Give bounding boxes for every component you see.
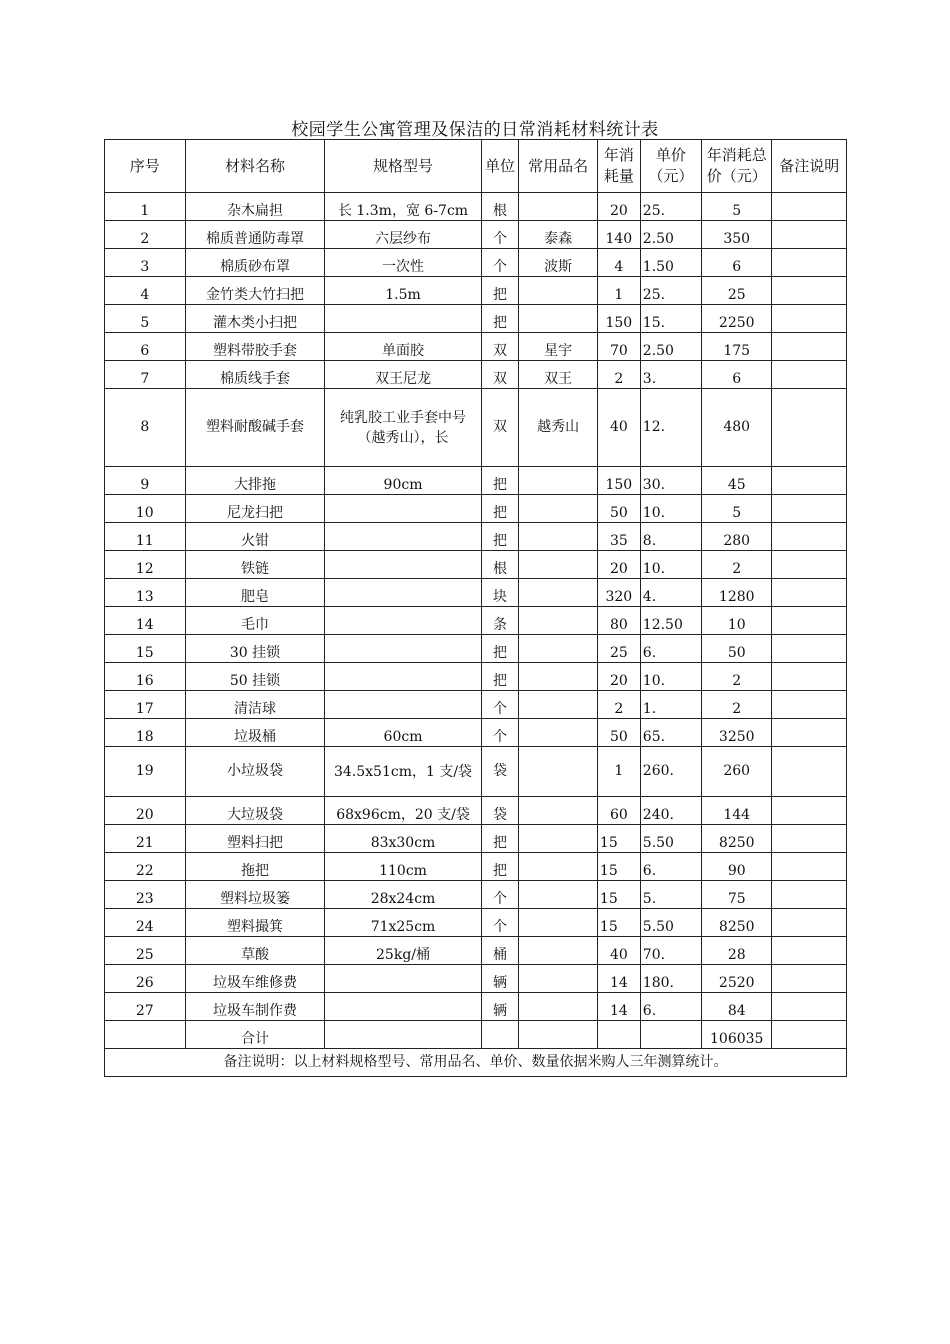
cell-seq: 9 — [105, 467, 186, 495]
cell-unit: 个 — [481, 881, 519, 909]
table-row — [105, 691, 847, 719]
cell-note — [772, 881, 847, 909]
total-value: 106035 — [702, 1021, 772, 1049]
cell-qty: 15 — [597, 881, 640, 909]
cell-spec — [325, 495, 481, 523]
cell-qty: 140 — [597, 221, 640, 249]
cell-total: 3250 — [702, 719, 772, 747]
cell-brand: 星宇 — [519, 333, 598, 361]
cell-price: 12.50 — [640, 607, 701, 635]
cell-note — [772, 221, 847, 249]
table-row — [105, 551, 847, 579]
cell-spec: 83x30cm — [325, 825, 481, 853]
cell-name: 棉质普通防毒罩 — [185, 221, 325, 249]
cell-seq: 14 — [105, 607, 186, 635]
cell-price: 3. — [640, 361, 701, 389]
table-row — [105, 719, 847, 747]
cell-unit: 把 — [481, 523, 519, 551]
cell-note — [772, 305, 847, 333]
total-empty-cell — [597, 1021, 640, 1049]
cell-name: 塑料扫把 — [185, 825, 325, 853]
cell-note — [772, 663, 847, 691]
cell-qty: 25 — [597, 635, 640, 663]
cell-total: 1280 — [702, 579, 772, 607]
cell-spec: 双王尼龙 — [325, 361, 481, 389]
cell-total: 75 — [702, 881, 772, 909]
total-empty-cell — [519, 1021, 598, 1049]
cell-name: 金竹类大竹扫把 — [185, 277, 325, 305]
cell-price: 30. — [640, 467, 701, 495]
cell-total: 260 — [702, 747, 772, 797]
cell-note — [772, 249, 847, 277]
cell-qty: 50 — [597, 495, 640, 523]
cell-seq: 20 — [105, 797, 186, 825]
cell-spec: 60cm — [325, 719, 481, 747]
cell-brand — [519, 193, 598, 221]
footnote-row — [105, 1049, 847, 1077]
cell-note — [772, 825, 847, 853]
cell-brand: 越秀山 — [519, 389, 598, 467]
cell-seq: 21 — [105, 825, 186, 853]
cell-brand — [519, 277, 598, 305]
cell-total: 280 — [702, 523, 772, 551]
cell-unit: 双 — [481, 361, 519, 389]
cell-spec — [325, 635, 481, 663]
cell-seq: 8 — [105, 389, 186, 467]
cell-seq: 27 — [105, 993, 186, 1021]
cell-name: 垃圾车制作费 — [185, 993, 325, 1021]
cell-qty: 40 — [597, 937, 640, 965]
cell-unit: 把 — [481, 495, 519, 523]
cell-note — [772, 551, 847, 579]
cell-qty: 20 — [597, 663, 640, 691]
cell-seq: 4 — [105, 277, 186, 305]
cell-brand — [519, 607, 598, 635]
cell-spec — [325, 691, 481, 719]
cell-price: 2.50 — [640, 333, 701, 361]
cell-name: 火钳 — [185, 523, 325, 551]
cell-price: 1.50 — [640, 249, 701, 277]
cell-note — [772, 607, 847, 635]
table-row — [105, 853, 847, 881]
table-row — [105, 249, 847, 277]
cell-note — [772, 467, 847, 495]
cell-name: 草酸 — [185, 937, 325, 965]
cell-seq: 3 — [105, 249, 186, 277]
cell-spec: 单面胶 — [325, 333, 481, 361]
cell-brand — [519, 579, 598, 607]
cell-brand: 泰森 — [519, 221, 598, 249]
table-row — [105, 747, 847, 797]
cell-spec — [325, 551, 481, 579]
table-row — [105, 579, 847, 607]
cell-note — [772, 719, 847, 747]
cell-qty: 1 — [597, 277, 640, 305]
cell-total: 175 — [702, 333, 772, 361]
table-row — [105, 333, 847, 361]
cell-brand — [519, 797, 598, 825]
cell-qty: 1 — [597, 747, 640, 797]
cell-unit: 把 — [481, 853, 519, 881]
cell-spec: 90cm — [325, 467, 481, 495]
cell-price: 6. — [640, 853, 701, 881]
cell-name: 清洁球 — [185, 691, 325, 719]
total-empty-cell — [481, 1021, 519, 1049]
cell-seq: 24 — [105, 909, 186, 937]
cell-qty: 20 — [597, 193, 640, 221]
cell-unit: 根 — [481, 193, 519, 221]
cell-unit: 个 — [481, 691, 519, 719]
cell-unit: 个 — [481, 909, 519, 937]
cell-seq: 2 — [105, 221, 186, 249]
cell-total: 90 — [702, 853, 772, 881]
cell-brand — [519, 747, 598, 797]
cell-brand — [519, 909, 598, 937]
cell-total: 6 — [702, 249, 772, 277]
total-empty-cell — [325, 1021, 481, 1049]
cell-name: 垃圾车维修费 — [185, 965, 325, 993]
cell-qty: 15 — [597, 853, 640, 881]
cell-spec: 1.5m — [325, 277, 481, 305]
cell-qty: 60 — [597, 797, 640, 825]
cell-total: 2 — [702, 551, 772, 579]
table-row — [105, 221, 847, 249]
cell-seq: 23 — [105, 881, 186, 909]
table-row — [105, 881, 847, 909]
cell-total: 144 — [702, 797, 772, 825]
cell-qty: 35 — [597, 523, 640, 551]
page-title: 校园学生公寓管理及保洁的日常消耗材料统计表 — [291, 120, 659, 140]
cell-seq: 26 — [105, 965, 186, 993]
table-row — [105, 607, 847, 635]
cell-total: 2520 — [702, 965, 772, 993]
cell-seq: 18 — [105, 719, 186, 747]
cell-brand — [519, 881, 598, 909]
cell-total: 28 — [702, 937, 772, 965]
cell-price: 5. — [640, 881, 701, 909]
cell-brand — [519, 523, 598, 551]
cell-qty: 40 — [597, 389, 640, 467]
cell-unit: 辆 — [481, 965, 519, 993]
cell-total: 5 — [702, 495, 772, 523]
cell-spec: 34.5x51cm，1 支/袋 — [325, 747, 481, 797]
cell-qty: 150 — [597, 467, 640, 495]
total-label: 合计 — [185, 1021, 325, 1049]
cell-spec: 六层纱布 — [325, 221, 481, 249]
cell-brand: 双王 — [519, 361, 598, 389]
cell-price: 25. — [640, 193, 701, 221]
cell-name: 50 挂锁 — [185, 663, 325, 691]
table-row — [105, 361, 847, 389]
table-row — [105, 965, 847, 993]
header-price: 单价（元） — [640, 140, 701, 193]
cell-seq: 7 — [105, 361, 186, 389]
cell-spec: 纯乳胶工业手套中号（越秀山），长 — [325, 389, 481, 467]
cell-price: 10. — [640, 663, 701, 691]
cell-seq: 1 — [105, 193, 186, 221]
cell-unit: 把 — [481, 467, 519, 495]
table-row — [105, 909, 847, 937]
cell-unit: 袋 — [481, 747, 519, 797]
cell-spec — [325, 305, 481, 333]
cell-price: 5.50 — [640, 909, 701, 937]
total-row — [105, 1021, 847, 1049]
cell-name: 塑料带胶手套 — [185, 333, 325, 361]
cell-note — [772, 389, 847, 467]
cell-note — [772, 937, 847, 965]
cell-unit: 双 — [481, 389, 519, 467]
cell-spec — [325, 579, 481, 607]
cell-qty: 2 — [597, 361, 640, 389]
cell-price: 10. — [640, 551, 701, 579]
table-row — [105, 523, 847, 551]
header-name: 材料名称 — [185, 140, 325, 193]
cell-name: 30 挂锁 — [185, 635, 325, 663]
cell-unit: 把 — [481, 825, 519, 853]
header-seq: 序号 — [105, 140, 186, 193]
cell-seq: 25 — [105, 937, 186, 965]
cell-note — [772, 333, 847, 361]
cell-note — [772, 909, 847, 937]
cell-brand: 波斯 — [519, 249, 598, 277]
cell-note — [772, 579, 847, 607]
cell-note — [772, 691, 847, 719]
cell-total: 2250 — [702, 305, 772, 333]
cell-brand — [519, 853, 598, 881]
cell-spec — [325, 607, 481, 635]
table-row — [105, 467, 847, 495]
cell-note — [772, 797, 847, 825]
table-row — [105, 277, 847, 305]
cell-note — [772, 635, 847, 663]
table-row — [105, 389, 847, 467]
header-brand: 常用品名 — [519, 140, 598, 193]
cell-price: 2.50 — [640, 221, 701, 249]
cell-spec: 71x25cm — [325, 909, 481, 937]
header-qty: 年消耗量 — [597, 140, 640, 193]
header-total: 年消耗总价（元） — [702, 140, 772, 193]
cell-unit: 根 — [481, 551, 519, 579]
cell-qty: 14 — [597, 965, 640, 993]
cell-total: 350 — [702, 221, 772, 249]
cell-price: 6. — [640, 635, 701, 663]
cell-note — [772, 277, 847, 305]
cell-qty: 14 — [597, 993, 640, 1021]
cell-spec: 28x24cm — [325, 881, 481, 909]
cell-qty: 20 — [597, 551, 640, 579]
cell-qty: 50 — [597, 719, 640, 747]
cell-brand — [519, 551, 598, 579]
cell-seq: 17 — [105, 691, 186, 719]
cell-name: 塑料撮箕 — [185, 909, 325, 937]
cell-note — [772, 853, 847, 881]
cell-name: 肥皂 — [185, 579, 325, 607]
cell-price: 260. — [640, 747, 701, 797]
cell-qty: 70 — [597, 333, 640, 361]
cell-qty: 150 — [597, 305, 640, 333]
cell-price: 6. — [640, 993, 701, 1021]
cell-qty: 320 — [597, 579, 640, 607]
cell-total: 50 — [702, 635, 772, 663]
cell-seq: 13 — [105, 579, 186, 607]
cell-name: 塑料垃圾篓 — [185, 881, 325, 909]
cell-seq: 22 — [105, 853, 186, 881]
cell-qty: 15 — [597, 825, 640, 853]
cell-brand — [519, 467, 598, 495]
cell-price: 180. — [640, 965, 701, 993]
cell-spec — [325, 523, 481, 551]
cell-note — [772, 965, 847, 993]
cell-total: 5 — [702, 193, 772, 221]
cell-brand — [519, 965, 598, 993]
cell-total: 2 — [702, 663, 772, 691]
cell-brand — [519, 635, 598, 663]
cell-note — [772, 523, 847, 551]
cell-name: 杂木扁担 — [185, 193, 325, 221]
cell-spec: 长 1.3m，宽 6-7cm — [325, 193, 481, 221]
cell-qty: 15 — [597, 909, 640, 937]
cell-note — [772, 993, 847, 1021]
table-row — [105, 937, 847, 965]
cell-brand — [519, 691, 598, 719]
cell-note — [772, 361, 847, 389]
cell-spec — [325, 663, 481, 691]
cell-unit: 把 — [481, 305, 519, 333]
cell-price: 240. — [640, 797, 701, 825]
cell-price: 5.50 — [640, 825, 701, 853]
header-note: 备注说明 — [772, 140, 847, 193]
cell-spec: 25kg/桶 — [325, 937, 481, 965]
cell-spec — [325, 965, 481, 993]
cell-total: 25 — [702, 277, 772, 305]
cell-price: 1. — [640, 691, 701, 719]
cell-total: 8250 — [702, 909, 772, 937]
cell-spec: 110cm — [325, 853, 481, 881]
cell-brand — [519, 495, 598, 523]
cell-name: 尼龙扫把 — [185, 495, 325, 523]
cell-unit: 个 — [481, 249, 519, 277]
cell-unit: 把 — [481, 663, 519, 691]
cell-name: 小垃圾袋 — [185, 747, 325, 797]
cell-unit: 辆 — [481, 993, 519, 1021]
cell-seq: 5 — [105, 305, 186, 333]
cell-name: 大排拖 — [185, 467, 325, 495]
cell-price: 15. — [640, 305, 701, 333]
cell-unit: 袋 — [481, 797, 519, 825]
header-unit: 单位 — [481, 140, 519, 193]
table-row — [105, 993, 847, 1021]
cell-price: 25. — [640, 277, 701, 305]
cell-name: 棉质砂布罩 — [185, 249, 325, 277]
total-empty-cell — [640, 1021, 701, 1049]
cell-price: 12. — [640, 389, 701, 467]
table-row — [105, 495, 847, 523]
cell-unit: 块 — [481, 579, 519, 607]
cell-name: 棉质线手套 — [185, 361, 325, 389]
cell-unit: 把 — [481, 635, 519, 663]
cell-price: 65. — [640, 719, 701, 747]
cell-name: 灌木类小扫把 — [185, 305, 325, 333]
cell-note — [772, 495, 847, 523]
cell-name: 垃圾桶 — [185, 719, 325, 747]
table-row — [105, 193, 847, 221]
footnote: 备注说明：以上材料规格型号、常用品名、单价、数量依据米购人三年测算统计。 — [105, 1049, 847, 1077]
cell-seq: 16 — [105, 663, 186, 691]
cell-price: 70. — [640, 937, 701, 965]
cell-seq: 6 — [105, 333, 186, 361]
cell-price: 10. — [640, 495, 701, 523]
table-row — [105, 825, 847, 853]
cell-brand — [519, 305, 598, 333]
cell-seq: 15 — [105, 635, 186, 663]
cell-total: 10 — [702, 607, 772, 635]
cell-total: 45 — [702, 467, 772, 495]
table-row — [105, 797, 847, 825]
cell-spec: 68x96cm，20 支/袋 — [325, 797, 481, 825]
cell-unit: 条 — [481, 607, 519, 635]
cell-note — [772, 747, 847, 797]
cell-total: 480 — [702, 389, 772, 467]
cell-total: 6 — [702, 361, 772, 389]
cell-note — [772, 193, 847, 221]
cell-name: 毛巾 — [185, 607, 325, 635]
cell-unit: 双 — [481, 333, 519, 361]
cell-unit: 把 — [481, 277, 519, 305]
cell-brand — [519, 825, 598, 853]
cell-qty: 80 — [597, 607, 640, 635]
cell-unit: 个 — [481, 221, 519, 249]
table-header-row — [105, 140, 847, 193]
table-row — [105, 663, 847, 691]
cell-name: 塑料耐酸碱手套 — [185, 389, 325, 467]
table-row — [105, 635, 847, 663]
cell-seq: 11 — [105, 523, 186, 551]
cell-seq: 19 — [105, 747, 186, 797]
cell-qty: 4 — [597, 249, 640, 277]
cell-spec: 一次性 — [325, 249, 481, 277]
cell-price: 4. — [640, 579, 701, 607]
table-row — [105, 305, 847, 333]
cell-seq: 12 — [105, 551, 186, 579]
cell-qty: 2 — [597, 691, 640, 719]
cell-total: 2 — [702, 691, 772, 719]
cell-brand — [519, 993, 598, 1021]
cell-total: 84 — [702, 993, 772, 1021]
cell-brand — [519, 719, 598, 747]
cell-price: 8. — [640, 523, 701, 551]
cell-unit: 桶 — [481, 937, 519, 965]
cell-brand — [519, 663, 598, 691]
header-spec: 规格型号 — [325, 140, 481, 193]
cell-name: 拖把 — [185, 853, 325, 881]
cell-unit: 个 — [481, 719, 519, 747]
total-empty-cell — [772, 1021, 847, 1049]
cell-name: 铁链 — [185, 551, 325, 579]
total-empty-cell — [105, 1021, 186, 1049]
cell-name: 大垃圾袋 — [185, 797, 325, 825]
cell-total: 8250 — [702, 825, 772, 853]
cell-brand — [519, 937, 598, 965]
cell-seq: 10 — [105, 495, 186, 523]
cell-spec — [325, 993, 481, 1021]
materials-table — [104, 139, 847, 1077]
